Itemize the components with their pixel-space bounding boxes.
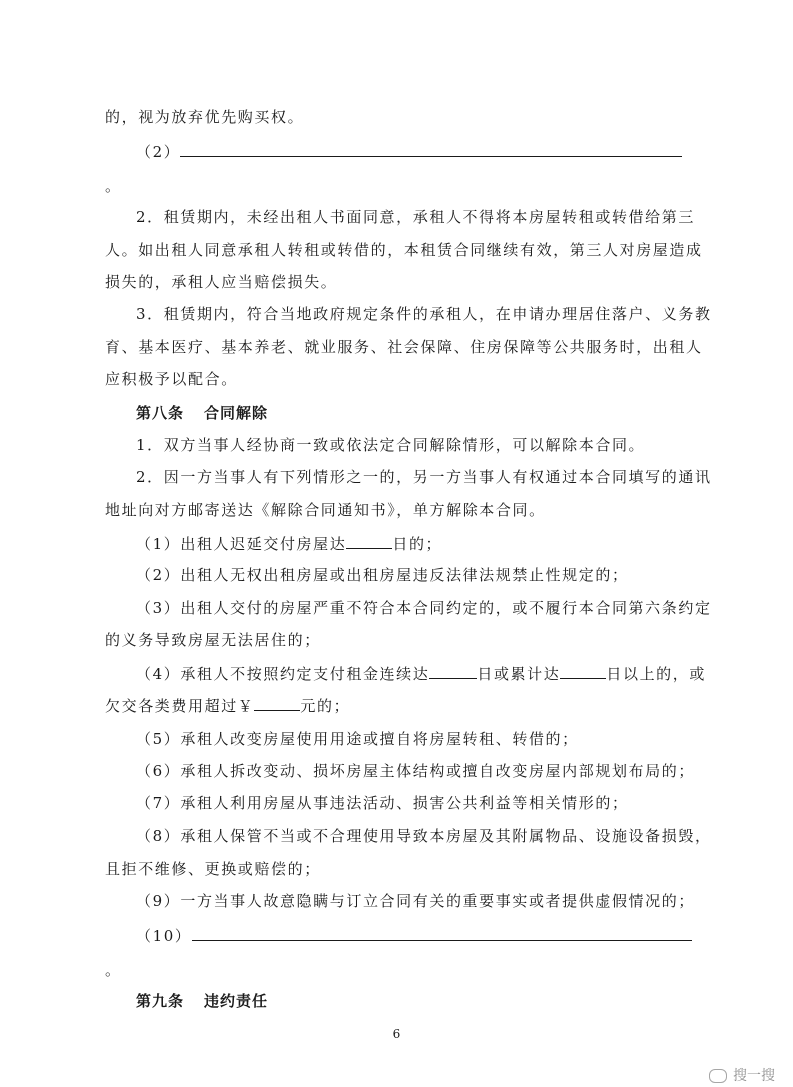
watermark-icon bbox=[709, 1069, 727, 1083]
text-line: 人。如出租人同意承租人转租或转借的，本租赁合同继续有效，第三人对房屋造成 bbox=[105, 241, 703, 259]
fill-in-blank[interactable] bbox=[180, 141, 682, 157]
text-line: 损失的，承租人应当赔偿损失。 bbox=[105, 273, 338, 291]
text-segment: 日以上的，或 bbox=[606, 665, 706, 683]
text-line-blank-item bbox=[136, 533, 442, 554]
page-number: 6 bbox=[392, 1027, 401, 1041]
text-line: 2．租赁期内，未经出租人书面同意，承租人不得将本房屋转租或转借给第三 bbox=[136, 208, 695, 226]
text-line-blank-item bbox=[136, 141, 682, 162]
fill-in-blank[interactable] bbox=[192, 925, 692, 941]
section-heading bbox=[136, 403, 268, 423]
fill-in-blank[interactable] bbox=[346, 533, 392, 549]
text-segment: 元的； bbox=[300, 697, 351, 715]
text-segment: （4）承租人不按照约定支付租金连续达 bbox=[136, 665, 430, 683]
watermark bbox=[709, 1065, 775, 1085]
section-heading bbox=[136, 991, 268, 1011]
text-line: （3）出租人交付的房屋严重不符合本合同约定的，或不履行本合同第六条约定 bbox=[136, 599, 712, 617]
text-line-blank-item bbox=[136, 663, 706, 684]
fill-in-blank[interactable] bbox=[254, 695, 300, 711]
text-line: 育、基本医疗、基本养老、就业服务、社会保障、住房保障等公共服务时，出租人 bbox=[105, 338, 703, 356]
text-line: （9）一方当事人故意隐瞒与订立合同有关的重要事实或者提供虚假情况的； bbox=[136, 892, 695, 910]
watermark-text: 搜一搜 bbox=[733, 1068, 775, 1084]
text-segment: 日的； bbox=[392, 535, 443, 553]
section-number: 第八条 bbox=[136, 404, 185, 422]
text-line-blank-item bbox=[105, 695, 350, 716]
fill-in-blank[interactable] bbox=[429, 663, 477, 679]
section-title: 合同解除 bbox=[204, 404, 269, 422]
text-line: （7）承租人利用房屋从事违法活动、损害公共利益等相关情形的； bbox=[136, 794, 629, 812]
text-line: 地址向对方邮寄送达《解除合同通知书》，单方解除本合同。 bbox=[105, 501, 546, 519]
text-line: 2．因一方当事人有下列情形之一的，另一方当事人有权通过本合同填写的通讯 bbox=[136, 468, 712, 486]
item-number: （10） bbox=[136, 927, 192, 945]
section-title: 违约责任 bbox=[204, 992, 269, 1010]
text-line: 1．双方当事人经协商一致或依法定合同解除情形，可以解除本合同。 bbox=[136, 436, 646, 454]
text-line: （5）承租人改变房屋使用用途或擅自将房屋转租、转借的； bbox=[136, 730, 579, 748]
text-segment: （1）出租人迟延交付房屋达 bbox=[136, 535, 347, 553]
text-line: 应积极予以配合。 bbox=[105, 370, 238, 388]
text-line: （2）出租人无权出租房屋或出租房屋违反法律法规禁止性规定的； bbox=[136, 566, 629, 584]
text-line-blank-item bbox=[136, 925, 692, 946]
text-line: 的，视为放弃优先购买权。 bbox=[105, 108, 305, 126]
text-line: 。 bbox=[105, 177, 122, 195]
text-segment: 欠交各类费用超过￥ bbox=[105, 697, 255, 715]
text-line: 且拒不维修、更换或赔偿的； bbox=[105, 860, 321, 878]
text-line: 。 bbox=[105, 961, 122, 979]
text-line: （6）承租人拆改变动、损坏房屋主体结构或擅自改变房屋内部规划布局的； bbox=[136, 762, 695, 780]
item-number: （2） bbox=[136, 143, 181, 161]
text-line: （8）承租人保管不当或不合理使用导致本房屋及其附属物品、设施设备损毁， bbox=[136, 827, 712, 845]
text-line: 3．租赁期内，符合当地政府规定条件的承租人，在申请办理居住落户、义务教 bbox=[136, 305, 712, 323]
text-line: 的义务导致房屋无法居住的； bbox=[105, 631, 321, 649]
section-number: 第九条 bbox=[136, 992, 185, 1010]
text-segment: 日或累计达 bbox=[477, 665, 561, 683]
fill-in-blank[interactable] bbox=[560, 663, 606, 679]
